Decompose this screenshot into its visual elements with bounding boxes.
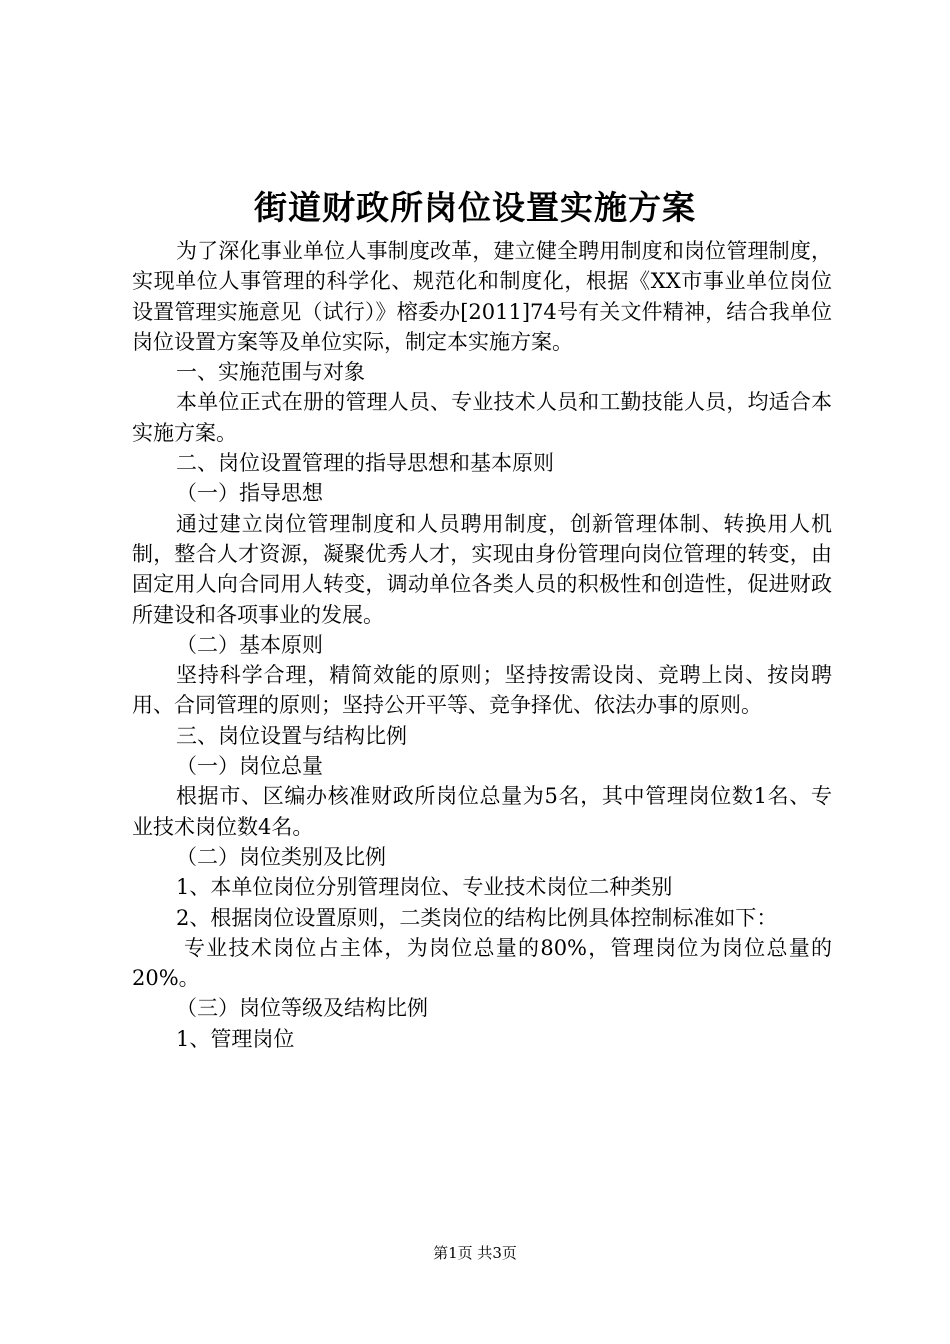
subsection-heading-total: （一）岗位总量 — [176, 754, 323, 779]
paragraph-guiding: 通过建立岗位管理制度和人员聘用制度，创新管理体制、转换用人机制，整合人才资源，凝聚优秀人才，实现由身份管理向岗位管理的转变，由固定用人向合同用人转变，调动单位各类人员的积极性和创造性，促进财政所建设和各项事业的发展。 — [132, 511, 832, 627]
paragraph-ratio: 专业技术岗位占主体，为岗位总量的80%，管理岗位为岗位总量的20%。 — [132, 935, 832, 991]
section-heading-1: 一、实施范围与对象 — [176, 360, 365, 385]
document-title: 街道财政所岗位设置实施方案 — [254, 188, 696, 227]
subsection-heading-principles: （二）基本原则 — [176, 632, 323, 657]
paragraph-intro: 为了深化事业单位人事制度改革，建立健全聘用制度和岗位管理制度，实现单位人事管理的科学化、规范化和制度化，根据《XX市事业单位岗位设置管理实施意见（试行）》榕委办[2011]74号有关文件精神，结合我单位岗位设置方案等及单位实际，制定本实施方案。 — [132, 239, 832, 354]
paragraph-scope: 本单位正式在册的管理人员、专业技术人员和工勤技能人员，均适合本实施方案。 — [132, 390, 832, 445]
list-item-1: 1、本单位岗位分别管理岗位、专业技术岗位二种类别 — [176, 875, 673, 900]
section-heading-2: 二、岗位设置管理的指导思想和基本原则 — [176, 451, 554, 476]
subsection-heading-levels: （三）岗位等级及结构比例 — [176, 996, 428, 1021]
paragraph-total: 根据市、区编办核准财政所岗位总量为5名，其中管理岗位数1名、专业技术岗位数4名。 — [132, 784, 832, 839]
list-item-management: 1、管理岗位 — [176, 1026, 295, 1051]
document-body — [132, 236, 832, 1054]
subsection-heading-categories: （二）岗位类别及比例 — [176, 844, 386, 869]
page-indicator: 第1页 共3页 — [433, 1244, 517, 1262]
list-item-2: 2、根据岗位设置原则，二类岗位的结构比例具体控制标准如下： — [176, 905, 778, 930]
paragraph-principles: 坚持科学合理，精简效能的原则；坚持按需设岗、竞聘上岗、按岗聘用、合同管理的原则；坚持公开平等、竞争择优、依法办事的原则。 — [132, 663, 832, 718]
section-heading-3: 三、岗位设置与结构比例 — [176, 723, 407, 748]
subsection-heading-guiding: （一）指导思想 — [176, 481, 323, 506]
